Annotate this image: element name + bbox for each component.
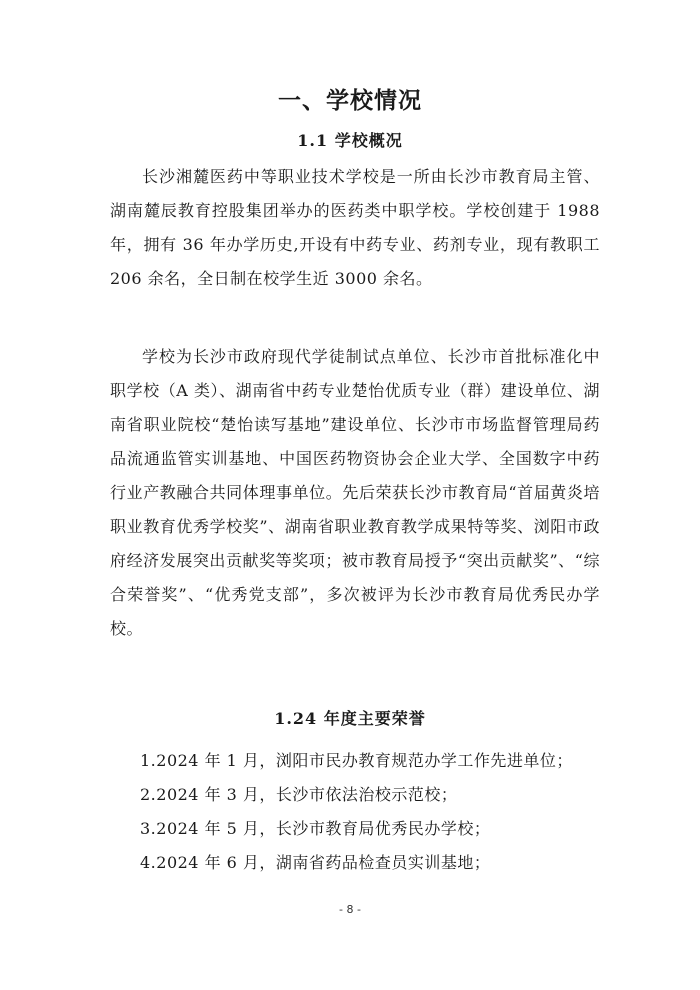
page-title: 一、学校情况 [278, 88, 422, 114]
section-title-school-overview: 1.1 学校概况 [297, 131, 403, 150]
overview-paragraph-1: 长沙湘麓医药中等职业技术学校是一所由长沙市教育局主管、湖南麓辰教育控股集团举办的医药类中职学校。学校创建于 1988 年，拥有 36 年办学历史,开设有中药专业、药剂专业，现有教职工 206 余名，全日制在校学生近 3000 余名。 [110, 167, 600, 288]
section-title-annual-honors: 1.24 年度主要荣誉 [274, 709, 426, 728]
list-item: 4.2024 年 6 月，湖南省药品检查员实训基地； [140, 853, 491, 872]
list-item: 1.2024 年 1 月，浏阳市民办教育规范办学工作先进单位； [140, 751, 573, 770]
list-item: 2.2024 年 3 月，长沙市依法治校示范校； [140, 785, 458, 804]
page-number: - 8 - [339, 903, 361, 916]
honors-list [140, 744, 620, 880]
overview-paragraph-2: 学校为长沙市政府现代学徒制试点单位、长沙市首批标准化中职学校（A 类）、湖南省中药专业楚怡优质专业（群）建设单位、湖南省职业院校“楚怡读写基地”建设单位、长沙市市场监督管理局药品流通监管实训基地、中国医药物资协会企业大学、全国数字中药行业产教融合共同体理事单位。先后荣获长沙市教育局“首届黄炎培职业教育优秀学校奖”、湖南省职业教育教学成果特等奖、浏阳市政府经济发展突出贡献奖等奖项；被市教育局授予“突出贡献奖”、“综合荣誉奖”、“优秀党支部”，多次被评为长沙市教育局优秀民办学校。 [110, 347, 600, 638]
list-item: 3.2024 年 5 月，长沙市教育局优秀民办学校； [140, 819, 491, 838]
